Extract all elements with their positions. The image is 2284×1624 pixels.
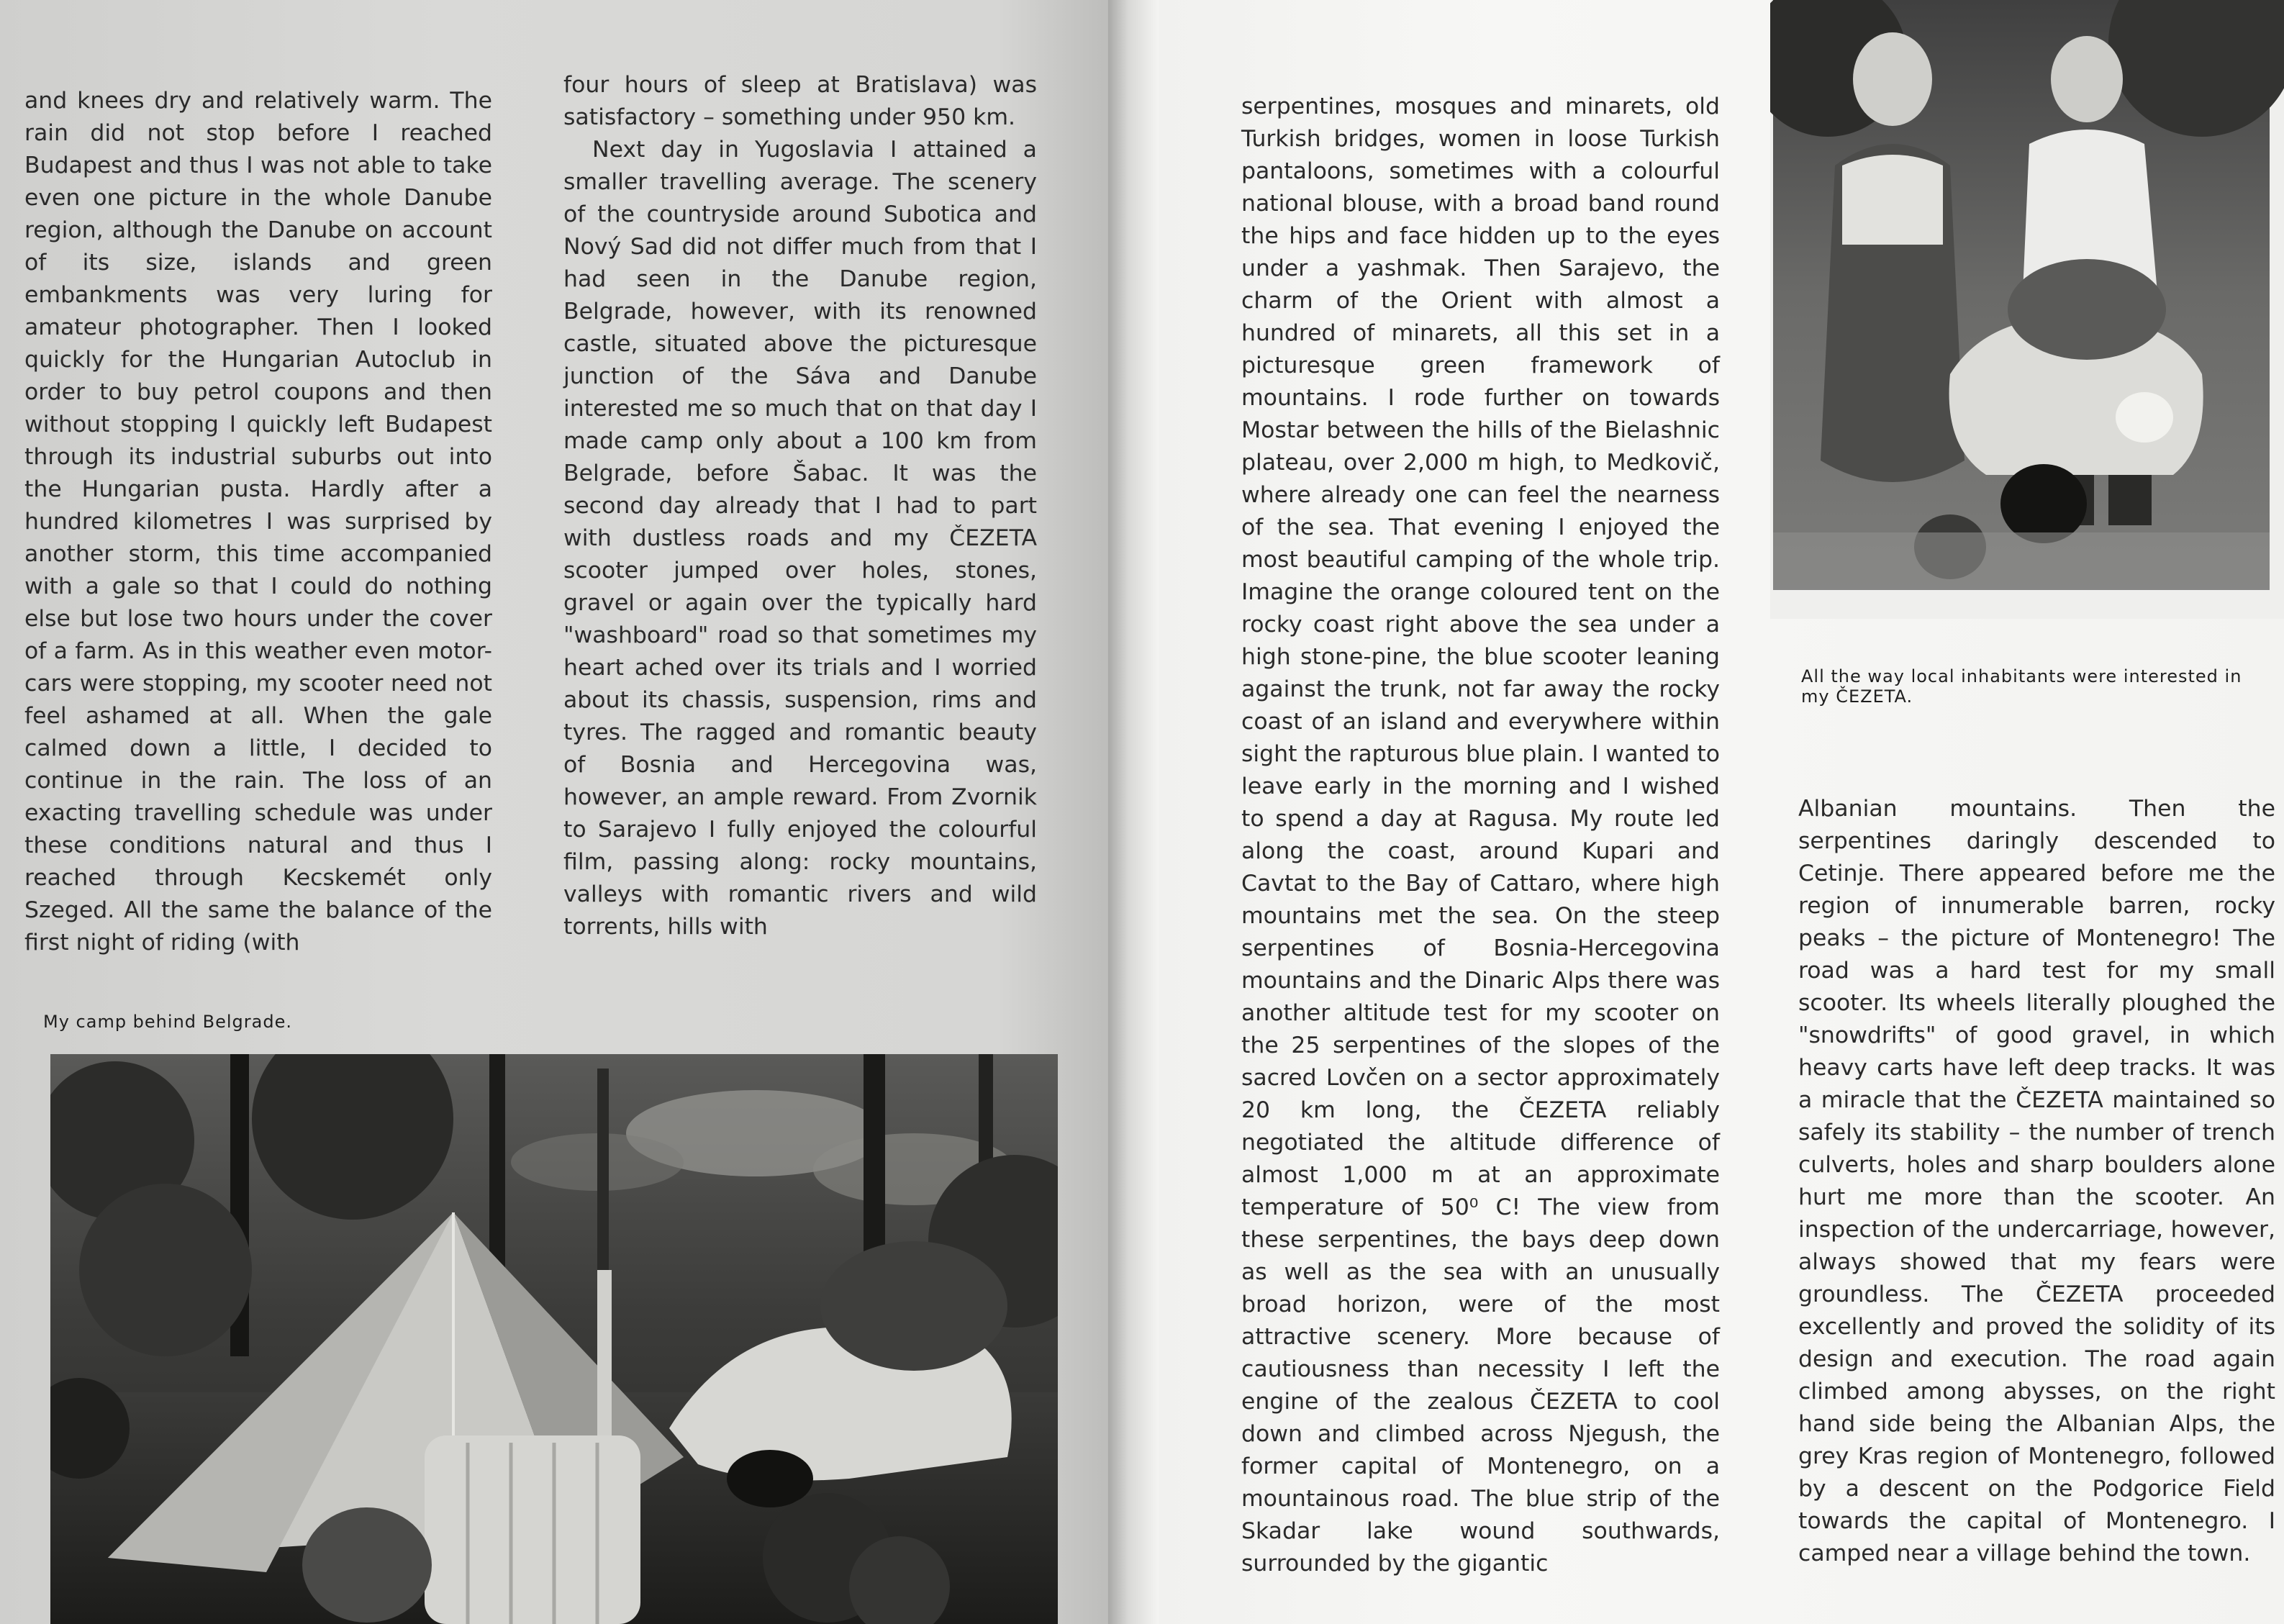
paragraph: four hours of sleep at Bratislava) was satisfactory – something under 950 km. (563, 72, 1037, 130)
right-page-column-2 (1798, 793, 2275, 1570)
photo-camp-tent-scooter (50, 1054, 1058, 1624)
right-page (1159, 0, 2284, 1624)
photo-caption-local-inhabitants: All the way local inhabitants were interested in my ČEZETA. (1801, 666, 2242, 707)
photo-local-inhabitants-with-scooter (1770, 0, 2284, 619)
photo-caption-camp: My camp behind Belgrade. (43, 1012, 292, 1032)
paragraph: and knees dry and relatively warm. The rain did not stop before I reached Budapest and thus I was not able to take even one picture in the whole Danube region, although the Danube on account of its size, islands and green embankments was very luring for amateur photographer. Then I looked quickly for the Hungarian Autoclub in order to buy petrol coupons and then without stopping I quickly left Budapest through its industrial suburbs out into the Hungarian pusta. Hardly after a hundred kilometres I was surprised by another storm, this time accompanied with a gale so that I could do nothing else but lose two hours under the cover of a farm. As in this weather even motor-cars were stopping, my scooter need not feel ashamed at all. When the gale calmed down a little, I decided to continue in the rain. The loss of an exacting travelling schedule was under these conditions natural and thus I reached through Kecskemét only Szeged. All the same the balance of the first night of riding (with (24, 88, 492, 956)
paragraph: Next day in Yugoslavia I attained a smaller travelling average. The scenery of the countryside around Subotica and Nový Sad did not differ much from that I had seen in the Danube region, Belgrade, however, with its renowned castle, situated above the picturesque junction of the Sáva and Danube interested me so much that on that day I made camp only about a 100 km from Belgrade, before Šabac. It was the second day already that I had to part with dustless roads and my ČEZETA scooter jumped over holes, stones, gravel or again over the typically hard "washboard" road so that sometimes my heart ached over its trials and I worried about its chassis, suspension, rims and tyres. The ragged and romantic beauty of Bosnia and Hercegovina was, however, an ample reward. From Zvornik to Sarajevo I fully enjoyed the colourful film, passing along: rocky mountains, valleys with romantic rivers and wild torrents, hills with (563, 137, 1037, 940)
left-page-column-1 (24, 85, 492, 959)
paragraph: Albanian mountains. Then the serpentines daringly descended to Cetinje. There appeared before me the region of innumerable barren, rocky peaks – the picture of Montenegro! The road was a hard test for my small scooter. Its wheels literally ploughed the "snowdrifts" of good gravel, in which heavy carts have left deep tracks. It was a miracle that the ČEZETA maintained so safely its stability – the number of trench culverts, holes and sharp boulders alone hurt me more than the scooter. An inspection of the undercarriage, however, always showed that my fears were groundless. The ČEZETA proceeded excellently and proved the solidity of its design and execution. The road again climbed among abysses, on the right hand side being the Albanian Alps, the grey Kras region of Montenegro, followed by a descent on the Podgorice Field towards the capital of Montenegro. I camped near a village behind the town. (1798, 796, 2275, 1566)
left-page-column-2 (563, 69, 1037, 943)
paragraph: serpentines, mosques and minarets, old Turkish bridges, women in loose Turkish pantaloons, sometimes with a colourful national blouse, with a broad band round the hips and face hidden up to the eyes under a yashmak. Then Sarajevo, the charm of the Orient with almost a hundred of minarets, all this set in a picturesque green framework of mountains. I rode further on towards Mostar between the hills of the Bielashnic plateau, over 2,000 m high, to Medkovič, where already one can feel the nearness of the sea. That evening I enjoyed the most beautiful camping of the whole trip. Imagine the orange coloured tent on the rocky coast right above the sea under a high stone-pine, the blue scooter leaning against the trunk, not far away the rocky coast of an island and everywhere within sight the rapturous blue plain. I wanted to leave early in the morning and I wished to spend a day at Ragusa. My route led along the coast, around Kupari and Cavtat to the Bay of Cattaro, where high mountains met the sea. On the steep serpentines of Bosnia-Hercegovina mountains and the Dinaric Alps there was another altitude test for my scooter on the 25 serpentines of the slopes of the sacred Lovčen on a sector approximately 20 km long, the ČEZETA reliably negotiated the altitude difference of almost 1,000 m at an approximate temperature of 50⁰ C! The view from these serpentines, the bays deep down as well as the sea with an unusually broad horizon, were of the most attractive scenery. More because of cautiousness than necessity I left the engine of the zealous ČEZETA to cool down and climbed across Njegush, the former capital of Montenegro, on a mountainous road. The blue strip of the Skadar lake wound southwards, surrounded by the gigantic (1241, 94, 1720, 1577)
left-page (0, 0, 1108, 1624)
book-gutter (1108, 0, 1159, 1624)
right-page-column-1 (1241, 91, 1720, 1580)
